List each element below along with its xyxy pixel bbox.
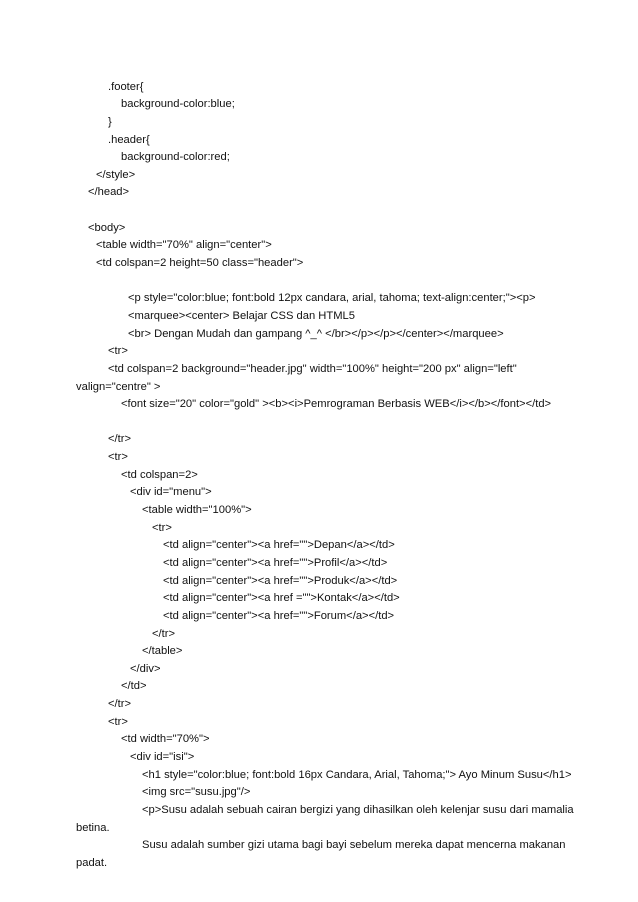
code-line — [0, 414, 638, 432]
code-line — [76, 855, 638, 873]
code-line — [108, 431, 638, 449]
code-line — [88, 184, 638, 202]
code-line — [108, 714, 638, 732]
code-line — [121, 149, 638, 167]
code-line — [0, 202, 638, 220]
code-line-text: <p>Susu adalah sebuah cairan bergizi yang dihasilkan oleh kelenjar susu dari mamalia — [142, 803, 574, 816]
code-line — [108, 114, 638, 132]
code-line — [76, 379, 638, 397]
code-line-text: </tr> — [152, 627, 176, 640]
code-line — [108, 696, 638, 714]
code-line-text: <tr> — [108, 715, 128, 728]
code-line — [163, 573, 638, 591]
code-line — [96, 237, 638, 255]
code-line-text: <font size="20" color="gold" ><b><i>Pemrograman Berbasis WEB</i></b></font></td> — [121, 398, 552, 411]
code-line-text: valign="centre" > — [76, 380, 161, 393]
code-line — [142, 643, 638, 661]
code-line — [108, 132, 638, 150]
code-line-text: <table width="70%" align="center"> — [96, 239, 272, 252]
code-line-text: <div id="isi"> — [130, 750, 195, 763]
code-line-text: <td colspan=2 background="header.jpg" width="100%" height="200 px" align="left" — [108, 362, 517, 375]
code-line-text: Susu adalah sumber gizi utama bagi bayi sebelum mereka dapat mencerna makanan — [142, 839, 566, 852]
code-line-text: <body> — [88, 221, 126, 234]
code-line — [163, 537, 638, 555]
code-line — [121, 396, 638, 414]
code-line-text: </tr> — [108, 698, 132, 711]
code-line — [108, 361, 638, 379]
code-line-text: <div id="menu"> — [130, 486, 212, 499]
code-line-text: .footer{ — [108, 80, 144, 93]
code-line — [88, 220, 638, 238]
code-line — [152, 520, 638, 538]
code-line — [96, 167, 638, 185]
code-line-text: betina. — [76, 821, 110, 834]
code-line-text: <p style="color:blue; font:bold 12px candara, arial, tahoma; text-align:center;"><p> — [128, 292, 536, 305]
code-line — [142, 802, 638, 820]
code-line — [121, 467, 638, 485]
code-line — [142, 502, 638, 520]
code-line — [163, 590, 638, 608]
code-line — [0, 273, 638, 291]
code-line-text: <tr> — [152, 521, 172, 534]
code-listing — [0, 61, 638, 872]
code-line — [130, 484, 638, 502]
code-line — [121, 96, 638, 114]
code-line-text: <h1 style="color:blue; font:bold 16px Candara, Arial, Tahoma;"> Ayo Minum Susu</h1> — [142, 768, 572, 781]
code-line-text: <td align="center"><a href="">Produk</a></td> — [163, 574, 398, 587]
code-line-text: <img src="susu.jpg"/> — [142, 786, 251, 799]
code-line-text: } — [108, 115, 112, 128]
code-line — [128, 326, 638, 344]
code-line-text: </div> — [130, 662, 161, 675]
code-line-text: <marquee><center> Belajar CSS dan HTML5 — [128, 309, 355, 322]
code-line — [108, 79, 638, 97]
code-line-text: <td align="center"><a href="">Forum</a></td> — [163, 609, 395, 622]
code-line-text: </head> — [88, 186, 130, 199]
code-line-text: </td> — [121, 680, 147, 693]
code-line-text: <td align="center"><a href="">Depan</a></td> — [163, 539, 395, 552]
code-line — [76, 820, 638, 838]
code-line — [142, 784, 638, 802]
code-line-text: </table> — [142, 645, 183, 658]
code-line — [128, 290, 638, 308]
code-line — [108, 449, 638, 467]
code-line-text: <table width="100%"> — [142, 504, 252, 517]
code-line — [121, 731, 638, 749]
code-line-text: <td align="center"><a href ="">Kontak</a></td> — [163, 592, 400, 605]
code-line — [108, 343, 638, 361]
code-line-text: <td colspan=2> — [121, 468, 198, 481]
code-line — [142, 767, 638, 785]
code-line — [163, 608, 638, 626]
code-line-text: .header{ — [108, 133, 150, 146]
code-line-text: <td colspan=2 height=50 class="header"> — [96, 257, 304, 270]
code-line-text: background-color:blue; — [121, 98, 235, 111]
code-line — [130, 749, 638, 767]
code-line-text: <td align="center"><a href="">Profil</a></td> — [163, 556, 388, 569]
code-line — [152, 626, 638, 644]
code-line-text: <tr> — [108, 451, 128, 464]
code-line — [96, 255, 638, 273]
code-line — [130, 661, 638, 679]
code-line-text: <tr> — [108, 345, 128, 358]
code-line-text: </style> — [96, 168, 136, 181]
code-line-text: padat. — [76, 856, 108, 869]
code-line-text: <br> Dengan Mudah dan gampang ^_^ </br></p></p></center></marquee> — [128, 327, 504, 340]
code-line-text: </tr> — [108, 433, 132, 446]
code-line-text: <td width="70%"> — [121, 733, 210, 746]
code-line — [142, 837, 638, 855]
code-line — [121, 678, 638, 696]
code-line — [0, 61, 638, 79]
code-line — [163, 555, 638, 573]
code-line — [128, 308, 638, 326]
code-line-text: background-color:red; — [121, 151, 230, 164]
